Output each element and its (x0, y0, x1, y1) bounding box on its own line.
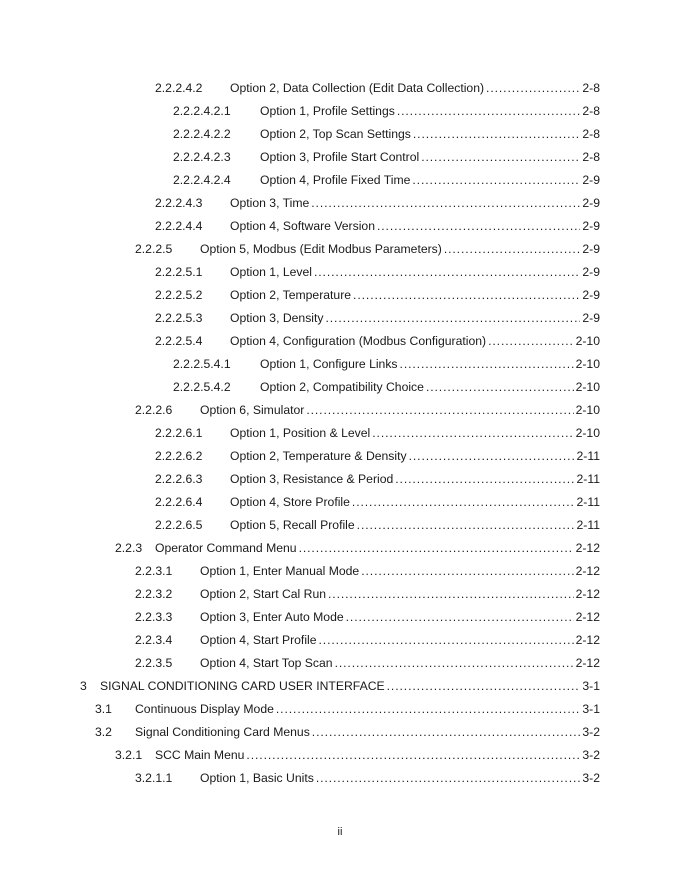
toc-dot-leader (372, 425, 573, 441)
toc-entry[interactable] (173, 149, 600, 165)
toc-entry-number: 2.2.2.4.2.2 (173, 127, 231, 141)
toc-entry[interactable] (135, 241, 600, 257)
toc-entry-number: 2.2.2.6.1 (155, 426, 203, 440)
toc-entry[interactable] (95, 701, 600, 717)
toc-entry[interactable] (155, 425, 600, 441)
toc-dot-leader (486, 80, 580, 96)
toc-entry[interactable] (173, 172, 600, 188)
toc-entry-page: 3-2 (582, 748, 600, 762)
toc-entry-title: SCC Main Menu (155, 748, 245, 762)
toc-entry-number: 3.2 (95, 725, 112, 739)
toc-entry-number: 2.2.2.5.4 (155, 334, 203, 348)
toc-entry[interactable] (135, 770, 600, 786)
toc-entry-title: Option 1, Position & Level (230, 426, 371, 440)
toc-entry[interactable] (155, 218, 600, 234)
toc-entry-page: 2-8 (582, 150, 600, 164)
toc-entry-page: 2-9 (582, 265, 600, 279)
toc-entry-number: 2.2.2.5.2 (155, 288, 203, 302)
toc-entry-title: Option 2, Data Collection (Edit Data Collection) (230, 81, 485, 95)
toc-entry-page: 2-12 (575, 564, 600, 578)
toc-entry-title: Option 4, Start Profile (200, 633, 317, 647)
toc-dot-leader (409, 448, 575, 464)
toc-entry[interactable] (95, 724, 600, 740)
toc-dot-leader (426, 379, 574, 395)
toc-entry-number: 2.2.2.4.3 (155, 196, 203, 210)
toc-entry-page: 2-9 (582, 173, 600, 187)
toc-dot-leader (395, 471, 574, 487)
toc-entry-title: Option 4, Software Version (230, 219, 375, 233)
toc-entry-title: Option 3, Resistance & Period (230, 472, 394, 486)
toc-entry-page: 3-1 (582, 679, 600, 693)
toc-entry-number: 2.2.2.6.4 (155, 495, 203, 509)
toc-entry-page: 2-9 (582, 219, 600, 233)
toc-entry-page: 2-11 (576, 518, 600, 532)
toc-entry[interactable] (155, 494, 600, 510)
toc-entry-page: 2-11 (576, 449, 600, 463)
toc-entry-title: Option 3, Density (230, 311, 324, 325)
toc-dot-leader (488, 333, 574, 349)
toc-entry[interactable] (135, 586, 600, 602)
toc-entry[interactable] (115, 540, 600, 556)
toc-entry-title: Signal Conditioning Card Menus (135, 725, 310, 739)
toc-entry-number: 2.2.2.5.4.2 (173, 380, 231, 394)
toc-dot-leader (397, 103, 581, 119)
toc-entry-number: 2.2.2.4.2.3 (173, 150, 231, 164)
toc-entry[interactable] (135, 402, 600, 418)
toc-entry[interactable] (155, 471, 600, 487)
toc-entry-number: 3.2.1.1 (135, 771, 173, 785)
toc-entry-number: 2.2.2.6.3 (155, 472, 203, 486)
toc-entry-title: Option 3, Profile Start Control (260, 150, 420, 164)
toc-entry-page: 2-10 (575, 357, 600, 371)
toc-dot-leader (246, 747, 580, 763)
toc-entry-number: 2.2.2.5.3 (155, 311, 203, 325)
toc-entry-title: Option 6, Simulator (200, 403, 305, 417)
toc-dot-leader (412, 172, 580, 188)
toc-entry-number: 2.2.3.4 (135, 633, 173, 647)
toc-entry-number: 2.2.2.6 (135, 403, 173, 417)
toc-dot-leader (316, 770, 581, 786)
toc-entry[interactable] (135, 563, 600, 579)
toc-entry-title: Option 1, Level (230, 265, 312, 279)
toc-entry-title: Option 5, Recall Profile (230, 518, 355, 532)
toc-entry-page: 2-12 (575, 587, 600, 601)
toc-dot-leader (306, 402, 573, 418)
toc-entry-page: 2-10 (575, 334, 600, 348)
toc-entry[interactable] (135, 609, 600, 625)
toc-entry-page: 2-9 (582, 311, 600, 325)
toc-dot-leader (311, 195, 580, 211)
toc-entry-page: 2-8 (582, 81, 600, 95)
toc-dot-leader (444, 241, 581, 257)
toc-entry-number: 3 (80, 679, 87, 693)
toc-dot-leader (413, 126, 581, 142)
toc-entry[interactable] (80, 678, 600, 694)
toc-entry-page: 2-9 (582, 288, 600, 302)
toc-entry[interactable] (155, 195, 600, 211)
toc-entry-number: 2.2.2.5.1 (155, 265, 203, 279)
toc-entry-title: Operator Command Menu (155, 541, 297, 555)
toc-entry-title: Option 1, Profile Settings (260, 104, 395, 118)
toc-entry-page: 2-8 (582, 104, 600, 118)
toc-entry-title: Option 2, Temperature & Density (230, 449, 407, 463)
toc-entry-title: Option 1, Basic Units (200, 771, 314, 785)
toc-dot-leader (377, 218, 580, 234)
toc-entry-title: SIGNAL CONDITIONING CARD USER INTERFACE (100, 679, 385, 693)
toc-dot-leader (314, 264, 580, 280)
toc-entry-number: 2.2.2.6.2 (155, 449, 203, 463)
toc-entry-page: 3-1 (582, 702, 600, 716)
toc-dot-leader (335, 655, 574, 671)
toc-entry-number: 2.2.3.3 (135, 610, 173, 624)
toc-entry-number: 3.1 (95, 702, 112, 716)
toc-entry-title: Option 2, Top Scan Settings (260, 127, 411, 141)
toc-entry-title: Option 1, Enter Manual Mode (200, 564, 360, 578)
toc-entry[interactable] (155, 448, 600, 464)
toc-entry[interactable] (115, 747, 600, 763)
toc-entry[interactable] (135, 632, 600, 648)
toc-entry-page: 2-11 (576, 495, 600, 509)
toc-entry-title: Continuous Display Mode (135, 702, 274, 716)
toc-dot-leader (352, 494, 575, 510)
toc-entry-page: 2-10 (575, 380, 600, 394)
toc-entry-page: 3-2 (582, 771, 600, 785)
toc-entry-page: 2-8 (582, 127, 600, 141)
toc-entry[interactable] (173, 103, 600, 119)
toc-entry-number: 2.2.2.6.5 (155, 518, 203, 532)
toc-dot-leader (276, 701, 580, 717)
toc-entry-page: 2-9 (582, 242, 600, 256)
toc-dot-leader (325, 310, 580, 326)
toc-entry-number: 2.2.3.1 (135, 564, 173, 578)
toc-entry-title: Option 3, Enter Auto Mode (200, 610, 344, 624)
toc-entry[interactable] (155, 517, 600, 533)
toc-entry[interactable] (155, 333, 600, 349)
toc-dot-leader (328, 586, 574, 602)
toc-entry-title: Option 4, Start Top Scan (200, 656, 333, 670)
toc-dot-leader (319, 632, 574, 648)
toc-entry-page: 2-12 (575, 656, 600, 670)
toc-entry-number: 2.2.3.2 (135, 587, 173, 601)
page-number: ii (337, 826, 343, 838)
toc-dot-leader (421, 149, 580, 165)
toc-entry-page: 3-2 (582, 725, 600, 739)
toc-entry-title: Option 4, Configuration (Modbus Configuration) (230, 334, 487, 348)
toc-entry[interactable] (155, 287, 600, 303)
toc-entry-title: Option 2, Compatibility Choice (260, 380, 424, 394)
toc-entry-number: 2.2.2.4.2 (155, 81, 203, 95)
toc-entry[interactable] (135, 655, 600, 671)
toc-entry[interactable] (173, 356, 600, 372)
toc-entry-title: Option 2, Start Cal Run (200, 587, 326, 601)
toc-entry-page: 2-11 (576, 472, 600, 486)
toc-entry-title: Option 3, Time (230, 196, 310, 210)
toc-dot-leader (357, 517, 575, 533)
toc-entry[interactable] (155, 310, 600, 326)
toc-dot-leader (346, 609, 574, 625)
toc-dot-leader (400, 356, 574, 372)
toc-entry[interactable] (173, 126, 600, 142)
toc-dot-leader (361, 563, 573, 579)
toc-entry-number: 3.2.1 (115, 748, 143, 762)
toc-entry-title: Option 2, Temperature (230, 288, 352, 302)
toc-entry-page: 2-12 (575, 541, 600, 555)
toc-entry[interactable] (155, 80, 600, 96)
toc-entry-page: 2-9 (582, 196, 600, 210)
toc-entry-number: 2.2.3 (115, 541, 143, 555)
toc-entry-number: 2.2.3.5 (135, 656, 173, 670)
toc-dot-leader (312, 724, 581, 740)
toc-entry-number: 2.2.2.4.2.1 (173, 104, 231, 118)
toc-entry-page: 2-12 (575, 633, 600, 647)
toc-entry-page: 2-12 (575, 610, 600, 624)
toc-entry-title: Option 4, Store Profile (230, 495, 350, 509)
toc-entry-title: Option 5, Modbus (Edit Modbus Parameters) (200, 242, 442, 256)
toc-entry-number: 2.2.2.5.4.1 (173, 357, 231, 371)
toc-entry-number: 2.2.2.5 (135, 242, 173, 256)
toc-entry[interactable] (173, 379, 600, 395)
toc-dot-leader (299, 540, 574, 556)
toc-entry-page: 2-10 (575, 403, 600, 417)
toc-entry-title: Option 4, Profile Fixed Time (260, 173, 411, 187)
toc-entry-number: 2.2.2.4.4 (155, 219, 203, 233)
toc-entry-page: 2-10 (575, 426, 600, 440)
toc-entry-title: Option 1, Configure Links (260, 357, 398, 371)
toc-entry[interactable] (155, 264, 600, 280)
toc-entry-number: 2.2.2.4.2.4 (173, 173, 231, 187)
toc-dot-leader (353, 287, 580, 303)
toc-dot-leader (387, 678, 581, 694)
